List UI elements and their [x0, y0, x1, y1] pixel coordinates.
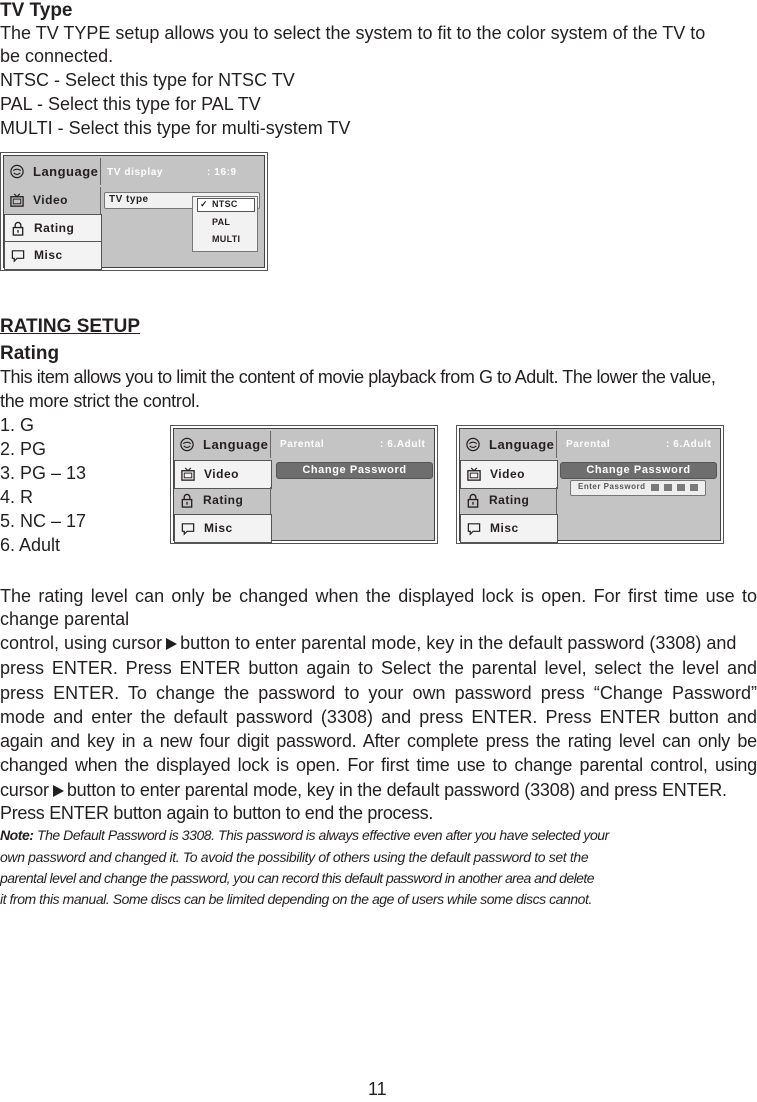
- body-line-3: [0, 632, 736, 656]
- password-digit-box: [690, 484, 698, 491]
- password-digit-box: [651, 484, 659, 491]
- tab-language[interactable]: [460, 431, 557, 458]
- body-line-5: press ENTER. To change the password to your own password press “Change Password”: [0, 683, 757, 703]
- check-icon: ✓: [200, 199, 208, 209]
- enter-password-label: Enter Password: [578, 482, 646, 491]
- video-menu-screen: [0, 152, 268, 271]
- dropdown-option-ntsc-label: NTSC: [212, 199, 238, 209]
- tab-video-label: Video: [204, 467, 239, 481]
- rating-level-2: 2. PG: [0, 439, 47, 459]
- video-menu-frame: [3, 155, 265, 268]
- page-number: 11: [368, 1079, 387, 1099]
- rating-menu-screen-2: [456, 425, 724, 544]
- rating-level-1: 1. G: [0, 415, 35, 435]
- speech-bubble-icon: [180, 521, 196, 536]
- tab-misc[interactable]: [4, 241, 102, 270]
- rating-menu-screen-1: [170, 425, 438, 544]
- tv-icon: [180, 467, 196, 482]
- rating-intro-2: the more strict the control.: [0, 391, 200, 411]
- tv-type-option-multi: MULTI - Select this type for multi-system TV: [0, 118, 351, 138]
- rating-menu-frame-1: [173, 428, 435, 541]
- tv-icon: [466, 467, 482, 482]
- tab-rating-label: Rating: [34, 221, 75, 235]
- body-line-3b: button to enter parental mode, key in the default password (3308) and: [180, 633, 737, 653]
- note-line-2: own password and changed it. To avoid the possibility of others using the default password to set the: [0, 849, 589, 865]
- lock-icon: [10, 221, 26, 236]
- tab-video-label: Video: [33, 193, 68, 207]
- note-line-1: [0, 825, 609, 846]
- tv-type-option-pal: PAL - Select this type for PAL TV: [0, 94, 261, 114]
- tab-language-label: Language: [489, 437, 555, 452]
- lock-icon: [179, 493, 195, 508]
- body-line-8: changed when the displayed lock is open. For first time use to change parental control, using: [0, 755, 757, 775]
- body-line-9: [0, 779, 727, 803]
- parental-value: : 6.Adult: [380, 439, 426, 450]
- tv-type-label: TV type: [109, 194, 149, 205]
- lock-icon: [465, 493, 481, 508]
- right-triangle-icon: [166, 638, 177, 650]
- tv-type-heading: TV Type: [0, 0, 73, 21]
- note-line-3: parental level and change the password, you can record this default password in another area and delete: [0, 870, 594, 886]
- tab-misc[interactable]: [460, 514, 558, 543]
- tab-misc[interactable]: [174, 514, 272, 543]
- dropdown-option-ntsc[interactable]: [197, 198, 255, 212]
- note-line-4: it from this manual. Some discs can be limited depending on the age of users while some discs cannot.: [0, 891, 592, 907]
- change-password-button[interactable]: Change Password: [560, 462, 717, 479]
- tab-rating[interactable]: [4, 214, 102, 243]
- tab-misc-label: Misc: [34, 248, 63, 262]
- body-line-6: mode and enter the default password (3308) and press ENTER. Press ENTER button and: [0, 707, 757, 727]
- tab-misc-label: Misc: [204, 521, 233, 535]
- language-icon: [465, 437, 481, 452]
- tab-rating-label: Rating: [489, 493, 530, 507]
- tab-rating[interactable]: [460, 487, 557, 514]
- rating-heading: Rating: [0, 343, 60, 364]
- body-line-3a: control, using cursor: [0, 633, 163, 653]
- body-line-4: press ENTER. Press ENTER button again to Select the parental level, select the level and: [0, 658, 757, 678]
- body-line-7: again and key in a new four digit password. After complete press the rating level can only be: [0, 731, 757, 751]
- tv-icon: [9, 193, 25, 208]
- body-line-10: Press ENTER button again to button to end the process.: [0, 803, 434, 823]
- body-line-2: change parental: [0, 609, 130, 629]
- parental-label: Parental: [566, 439, 611, 450]
- tab-language[interactable]: [4, 158, 101, 185]
- rating-level-4: 4. R: [0, 487, 34, 507]
- password-digit-box: [677, 484, 685, 491]
- tab-rating-label: Rating: [203, 493, 244, 507]
- rating-level-3: 3. PG – 13: [0, 463, 87, 483]
- speech-bubble-icon: [10, 248, 26, 263]
- parental-label: Parental: [280, 439, 325, 450]
- tab-misc-label: Misc: [490, 521, 519, 535]
- tv-type-dropdown: [192, 196, 258, 252]
- note-text-1: The Default Password is 3308. This password is always effective even after you have selected your: [33, 827, 609, 843]
- tab-language-label: Language: [33, 164, 99, 179]
- body-line-9b: button to enter parental mode, key in the default password (3308) and press ENTER.: [66, 780, 727, 800]
- tv-display-label: TV display: [107, 167, 164, 178]
- password-digit-box: [664, 484, 672, 491]
- body-line-9a: cursor: [0, 780, 49, 800]
- tab-video[interactable]: [4, 187, 101, 214]
- tv-type-option-ntsc: NTSC - Select this type for NTSC TV: [0, 70, 295, 90]
- tv-type-intro-2: be connected.: [0, 46, 114, 66]
- dropdown-option-multi[interactable]: MULTI: [212, 234, 241, 244]
- tv-type-intro-1: The TV TYPE setup allows you to select the system to fit to the color system of the TV to: [0, 23, 706, 43]
- right-triangle-icon: [53, 785, 64, 797]
- body-line-1: The rating level can only be changed when the displayed lock is open. For first time use to: [0, 586, 757, 606]
- language-icon: [179, 437, 195, 452]
- tab-video[interactable]: [174, 460, 272, 489]
- language-icon: [9, 164, 25, 179]
- rating-level-6: 6. Adult: [0, 535, 61, 555]
- enter-password-field[interactable]: [570, 480, 706, 496]
- note-label: Note:: [0, 827, 34, 843]
- menu-sidebar: [4, 156, 100, 267]
- speech-bubble-icon: [466, 521, 482, 536]
- tab-video-label: Video: [490, 467, 525, 481]
- tv-display-value: : 16:9: [207, 167, 237, 178]
- dropdown-option-pal[interactable]: PAL: [212, 217, 231, 227]
- rating-intro-1: This item allows you to limit the content of movie playback from G to Adult. The lower the value,: [0, 367, 716, 387]
- menu-sidebar: [174, 429, 270, 540]
- tab-rating[interactable]: [174, 487, 271, 514]
- tab-video[interactable]: [460, 460, 558, 489]
- rating-menu-frame-2: [459, 428, 721, 541]
- tab-language-label: Language: [203, 437, 269, 452]
- change-password-button[interactable]: Change Password: [276, 462, 433, 479]
- parental-value: : 6.Adult: [666, 439, 712, 450]
- rating-level-5: 5. NC – 17: [0, 511, 87, 531]
- tab-language[interactable]: [174, 431, 271, 458]
- rating-setup-title: RATING SETUP: [0, 316, 141, 337]
- menu-sidebar: [460, 429, 556, 540]
